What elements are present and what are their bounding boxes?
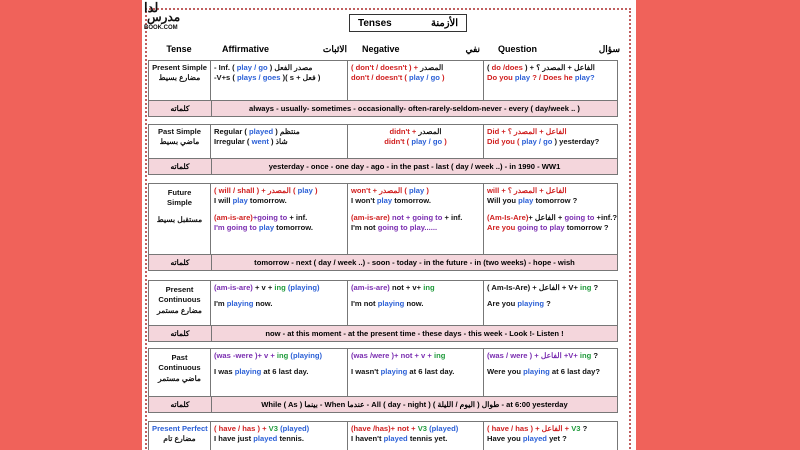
logo-line2: مدرس — [147, 10, 181, 24]
keywords-row — [149, 325, 617, 341]
tense-name — [149, 422, 211, 450]
text: not + going to — [391, 212, 443, 222]
text: ( Am-Is-Are) + الفاعل + V+ — [487, 283, 578, 292]
text: tennis yet. — [409, 434, 448, 444]
page-title — [349, 14, 467, 32]
text: playing — [523, 367, 550, 377]
text: play / go — [409, 73, 440, 83]
negative-cell — [348, 125, 484, 160]
affirmative-cell — [211, 184, 348, 256]
text: I have just — [214, 434, 252, 444]
keywords-text: tomorrow - next ( day / week ..) - soon - today - in the future - in (two weeks) - hope - wish — [254, 258, 575, 267]
header-negative-label: Negative — [362, 44, 400, 54]
text: I'm going to — [214, 222, 257, 232]
text: )( s + فعل ) — [282, 73, 321, 83]
title-en: Tenses — [358, 17, 392, 29]
text: ) منتظم — [275, 127, 300, 136]
text: (played) — [280, 424, 310, 433]
text: ing — [580, 283, 592, 292]
text: at 6 last day? — [551, 367, 601, 377]
text: I'm — [214, 299, 225, 309]
text: will + الفاعل + المصدر ؟ — [487, 186, 567, 195]
text: ( have / has ) + — [214, 424, 267, 433]
text: +inf.? — [596, 212, 617, 222]
text: at 6 last day. — [263, 367, 309, 377]
tense-name-ar: ماضي مستمر — [158, 373, 201, 383]
text: at 6 last day. — [409, 367, 455, 377]
text: not + v+ — [391, 283, 422, 292]
text: ing — [276, 351, 289, 360]
text: I was — [214, 367, 233, 377]
keywords-text: now - at this moment - at the present time - these days - this week - Look !- Listen ! — [265, 329, 564, 338]
present-simple-block — [148, 60, 618, 117]
header-question-label: Question — [498, 44, 538, 54]
text: (Am-Is-Are) — [487, 212, 529, 222]
text: Regular ( — [214, 127, 247, 136]
text: المصدر — [420, 63, 444, 72]
tense-name-ar: مضارع مستمر — [157, 305, 202, 315]
text: المصدر — [418, 127, 442, 136]
header-affirmative — [222, 40, 347, 58]
future-simple-block — [148, 183, 618, 271]
tense-name-en: Past — [171, 353, 188, 362]
text: Did you ( — [487, 137, 520, 147]
keywords-row — [149, 158, 617, 174]
text: played — [249, 127, 274, 136]
tense-name-en-2: Continuous — [158, 295, 201, 305]
text: playing — [517, 299, 544, 309]
text: do /does — [491, 63, 523, 72]
text: play / go — [411, 137, 443, 147]
tense-name-en: Future — [167, 188, 192, 197]
header-negative-ar: نفي — [465, 43, 480, 54]
negative-cell — [348, 422, 484, 450]
header-question-ar: سؤال — [598, 43, 620, 54]
text: played — [383, 434, 408, 444]
text: playing — [226, 299, 254, 309]
text: V3 — [417, 424, 427, 433]
tense-name-en-2: Simple — [167, 198, 192, 208]
text: ) — [444, 137, 447, 147]
text: (am-is-are) — [351, 283, 390, 292]
text: (was /were )+ not + v + — [351, 351, 432, 360]
text: played — [253, 434, 278, 444]
text: play — [258, 222, 275, 232]
text: + v + — [254, 283, 273, 292]
text: ) مصدر الفعل — [269, 63, 313, 72]
text: tomorrow. — [249, 196, 287, 206]
text: Have you — [487, 434, 521, 444]
text: play — [518, 196, 534, 206]
text: now. — [406, 299, 424, 309]
text: didn't + — [389, 127, 417, 136]
text: ) + الفاعل + المصدر ؟ — [525, 63, 595, 72]
text: (played) — [429, 424, 459, 433]
text: Were you — [487, 367, 522, 377]
negative-cell — [348, 281, 484, 327]
text: ? / Does he — [532, 73, 573, 83]
tense-name-ar: مضارع تام — [163, 434, 196, 444]
affirmative-cell — [211, 61, 348, 102]
text: ing — [433, 351, 446, 360]
tense-name-ar: ماضي بسيط — [159, 137, 200, 147]
text: play — [409, 186, 425, 195]
tense-name-en: Present Simple — [152, 63, 207, 72]
text: ) yesterday? — [554, 137, 600, 147]
text: V3 — [268, 424, 278, 433]
text: I wasn't — [351, 367, 379, 377]
text: -V+s ( — [214, 73, 235, 83]
text: Did + الفاعل + المصدر ؟ — [487, 127, 567, 136]
text: play / go — [521, 137, 553, 147]
text: ) — [441, 73, 445, 83]
logo-line1: لدا — [144, 0, 159, 15]
text: I will — [214, 196, 231, 206]
keywords-row — [149, 100, 617, 116]
text: yet ? — [549, 434, 567, 444]
keywords-label: كلماته — [149, 255, 212, 270]
negative-cell — [348, 184, 484, 256]
text: ( will / shall ) + المصدر ( — [214, 186, 296, 195]
text: ( have / has ) + الفاعل + — [487, 424, 570, 433]
question-cell — [484, 125, 617, 160]
text: didn't ( — [384, 137, 410, 147]
question-cell — [484, 184, 617, 256]
tense-name-en: Past Simple — [157, 127, 202, 136]
title-ar: الأزمنة — [430, 17, 458, 29]
text: I'm not — [351, 299, 376, 309]
text: ing — [274, 283, 286, 292]
text: I won't — [351, 196, 375, 206]
text: + inf. — [289, 212, 308, 222]
affirmative-cell — [211, 281, 348, 327]
text: ) — [426, 186, 429, 195]
text: V3 — [571, 424, 581, 433]
text: ? — [546, 299, 551, 309]
header-affirmative-ar: الاثبات — [322, 43, 347, 54]
text: (have /has)+ not + — [351, 424, 416, 433]
affirmative-cell — [211, 422, 348, 450]
text: play — [514, 73, 531, 83]
negative-cell — [348, 61, 484, 102]
past-continuous-block — [148, 348, 618, 413]
keywords-row — [149, 254, 617, 270]
keywords-row — [149, 396, 617, 412]
present-perfect-block — [148, 421, 618, 450]
text: play? — [574, 73, 595, 83]
text: won't + المصدر ( — [351, 186, 407, 195]
present-continuous-block — [148, 280, 618, 342]
affirmative-cell — [211, 349, 348, 398]
tense-name-ar: مستقبل بسيط — [156, 214, 203, 224]
keywords-text: yesterday - once - one day - ago - in the past - last ( day / week ..) - in 1990 - WW1 — [268, 162, 561, 171]
text: Do you — [487, 73, 513, 83]
text: don't / doesn't ( — [351, 73, 407, 83]
text: (playing) — [290, 351, 323, 360]
header-question — [498, 40, 620, 58]
text: Irregular ( — [214, 137, 250, 147]
affirmative-cell — [211, 125, 348, 160]
text: tomorrow ? — [535, 196, 578, 206]
text: tomorrow. — [394, 196, 432, 206]
text: - Inf. ( — [214, 63, 235, 72]
question-cell — [484, 61, 617, 102]
text: tomorrow ? — [566, 222, 609, 232]
text: now. — [255, 299, 273, 309]
text: (am-is-are) — [214, 212, 253, 222]
keywords-label: كلماته — [149, 159, 212, 174]
question-cell — [484, 422, 617, 450]
text: plays / goes — [237, 73, 281, 83]
site-logo — [144, 0, 184, 36]
text: (am-is-are) — [214, 283, 253, 292]
text: Are you — [487, 299, 516, 309]
tense-name — [149, 61, 211, 102]
negative-cell — [348, 349, 484, 398]
keywords-label: كلماته — [149, 101, 212, 116]
keywords-label: كلماته — [149, 397, 212, 412]
question-cell — [484, 349, 617, 398]
text: ? — [582, 424, 588, 433]
header-tense-label: Tense — [166, 44, 192, 54]
tense-name — [149, 281, 211, 327]
text: play — [297, 186, 313, 195]
text: going to — [564, 212, 595, 222]
text: ? — [593, 351, 599, 360]
question-cell — [484, 281, 617, 327]
tense-name — [149, 184, 211, 256]
keywords-label: كلماته — [149, 326, 212, 341]
text: went — [251, 137, 269, 147]
text: + inf. — [444, 212, 463, 222]
tense-name-en-2: Continuous — [158, 363, 201, 373]
text: (was / were ) + الفاعل +V+ — [487, 351, 578, 360]
text: ing — [579, 351, 592, 360]
text: playing — [234, 367, 262, 377]
text: (am-is-are) — [351, 212, 390, 222]
text: playing — [380, 367, 408, 377]
text: play — [232, 196, 248, 206]
text: play — [376, 196, 393, 206]
text: +going to — [252, 212, 288, 222]
tense-name — [149, 349, 211, 398]
text: + الفاعل + — [528, 212, 563, 222]
text: Are you — [487, 222, 516, 232]
past-simple-block — [148, 124, 618, 175]
text: playing — [377, 299, 405, 309]
text: ? — [593, 283, 599, 292]
tense-name-ar: مضارع بسيط — [158, 73, 201, 83]
text: I'm not — [351, 222, 376, 232]
text: ) — [314, 186, 318, 195]
text: Will you — [487, 196, 517, 206]
text: (playing) — [287, 283, 320, 292]
tense-name-en: Present — [165, 285, 194, 294]
keywords-text: always - usually- sometimes - occasionally- often-rarely-seldom-never - every ( day/week .. ) — [249, 104, 580, 113]
text: ing — [423, 283, 435, 292]
header-negative — [362, 40, 480, 58]
text: ( don't / doesn't ) + — [351, 63, 419, 72]
tense-name — [149, 125, 211, 160]
text: going to play — [517, 222, 565, 232]
tense-name-en: Present Perfect — [152, 424, 208, 433]
logo-line3: BOOK.COM — [144, 25, 178, 31]
text: (was -were )+ v + — [214, 351, 275, 360]
text: ) شاذ — [271, 137, 288, 147]
text: I haven't — [351, 434, 382, 444]
text: ( — [487, 63, 490, 72]
keywords-text: While ( As ) بينما - When عندما - All ( day - night ) ( اليوم / الليلة ) طوال - at 6:00 yesterday — [261, 400, 568, 409]
header-tense — [148, 40, 210, 58]
text: tennis. — [279, 434, 304, 444]
tenses-sheet — [142, 0, 636, 450]
text: play / go — [236, 63, 268, 72]
header-affirmative-label: Affirmative — [222, 44, 270, 54]
text: played — [522, 434, 547, 444]
text: tomorrow. — [276, 222, 314, 232]
text: going to play...... — [377, 222, 438, 232]
